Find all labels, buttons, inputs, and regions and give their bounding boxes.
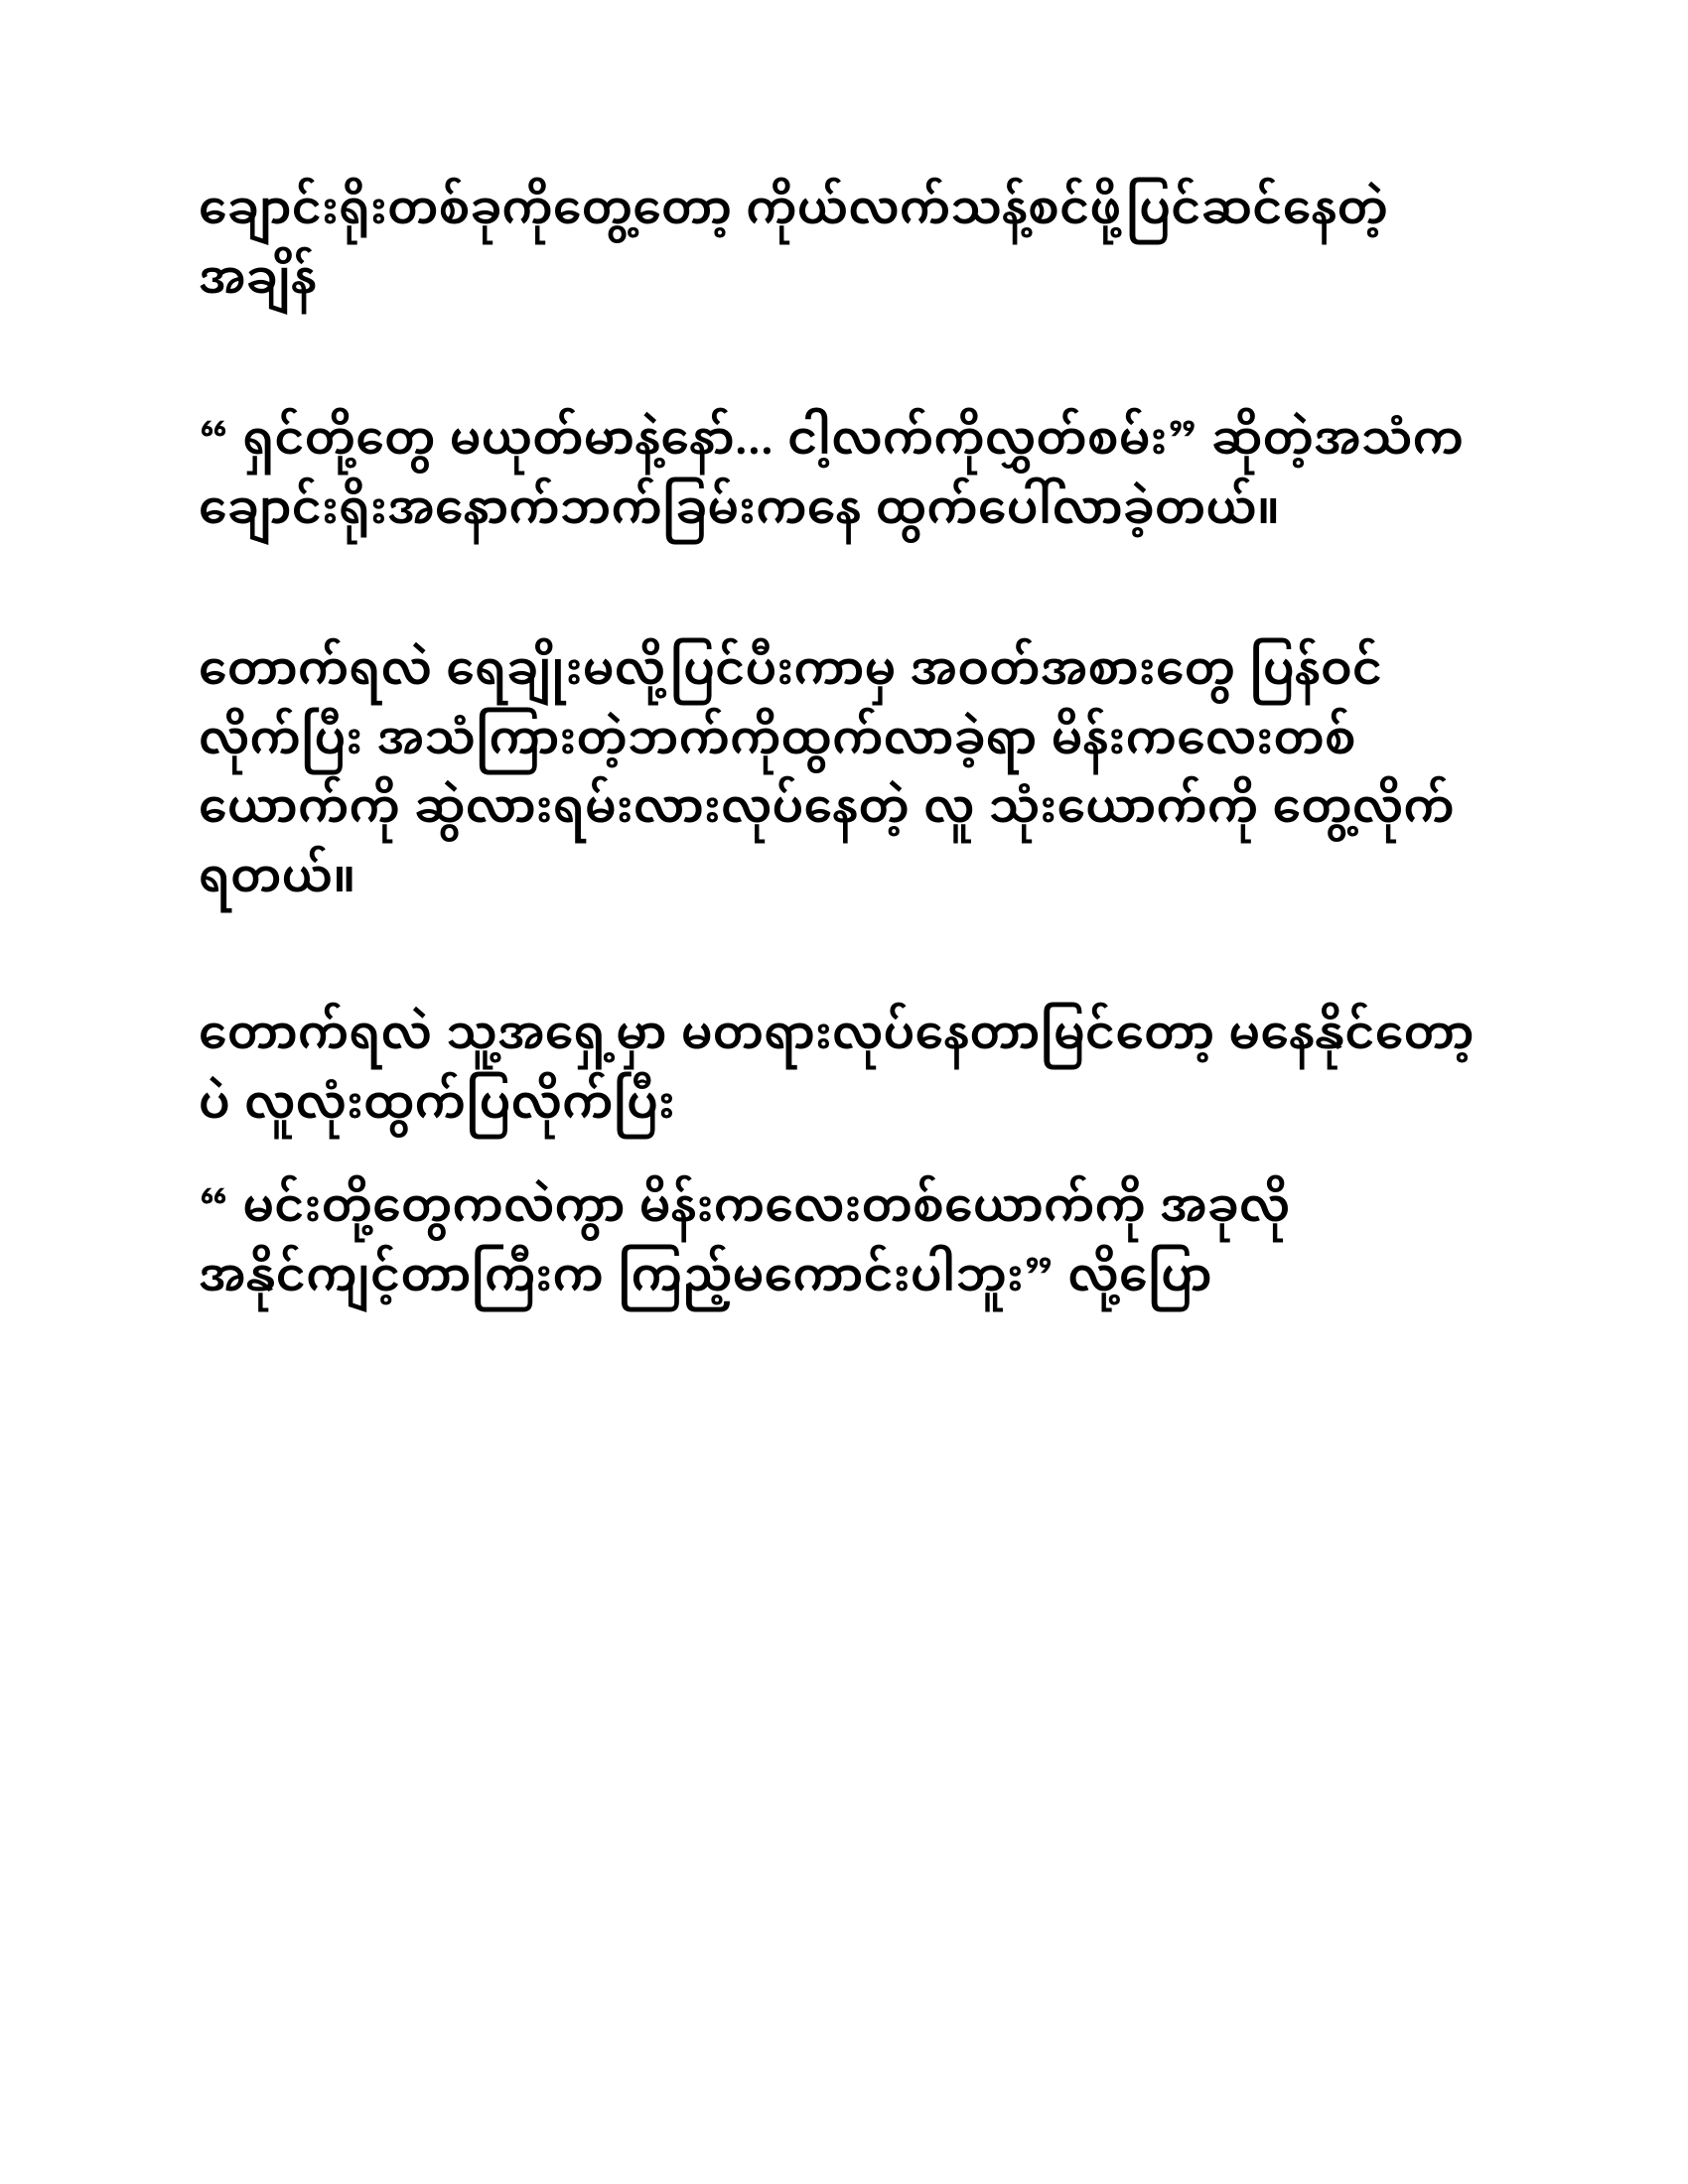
paragraph-3: တောက်ရလဲ ရေချိုးမလို့ပြင်ပီးကာမှ အဝတ်အစားတွေ ပြန်ဝင်လိုက်ပြီး အသံကြားတဲ့ဘက်ကိုထွက်လာခဲ့ရာ မိန်းကလေးတစ်ယောက်ကို ဆွဲလားရမ်းလားလုပ်နေတဲ့ လူ သုံးယောက်ကို တွေ့လိုက်ရတယ်။ (199, 622, 1455, 932)
document-body (199, 163, 1475, 1330)
paragraph-4: တောက်ရလဲ သူ့အရှေ့မှာ မတရားလုပ်နေတာမြင်တော့ မနေနိုင်တော့ပဲ လူလုံးထွက်ပြလိုက်ပြီး (199, 988, 1475, 1159)
paragraph-2: “ ရှင်တို့တွေ မယုတ်မာနဲ့နော်... ငါ့လက်ကိုလွှတ်စမ်း” ဆိုတဲ့အသံက ချောင်းရိုးအနောက်ဘက်ခြမ်းကနေ ထွက်ပေါ်လာခဲ့တယ်။ (199, 392, 1465, 563)
paragraph-5: “ မင်းတို့တွေကလဲကွာ မိန်းကလေးတစ်ယောက်ကို အခုလိုအနိုင်ကျင့်တာကြီးက ကြည့်မကောင်းပါဘူး” လို့ပြော (199, 1160, 1291, 1330)
paragraph-1: ချောင်းရိုးတစ်ခုကိုတွေ့တော့ ကိုယ်လက်သန့်စင်ဖို့ပြင်ဆင်နေတဲ့ အချိန် (199, 163, 1389, 333)
